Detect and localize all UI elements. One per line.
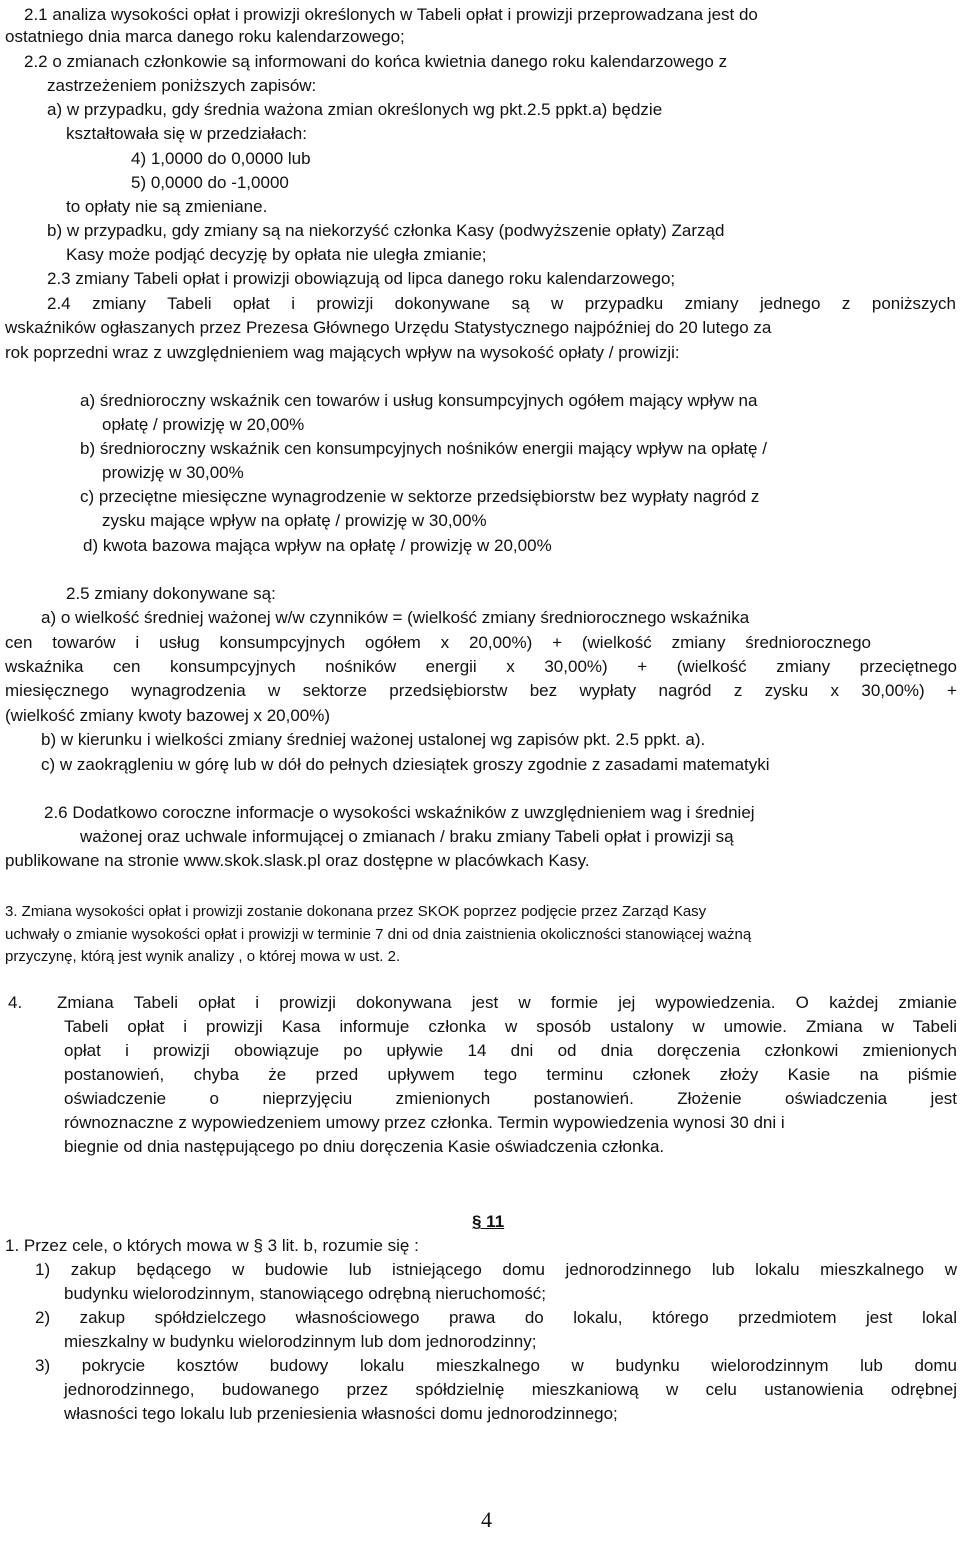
section-11-item-2-line-1: 2) zakup spółdzielczego własnościowego prawa do lokalu, którego przedmiotem jest lokal — [35, 1308, 957, 1327]
indicator-b-line-2: prowizję w 30,00% — [102, 463, 244, 482]
section-11-item-1-line-2: budynku wielorodzinnym, stanowiącego odrębną nieruchomość; — [64, 1284, 546, 1303]
para-4-line-4: postanowień, chyba że przed upływem tego terminu członek złoży Kasie na piśmie — [64, 1065, 957, 1084]
page-number: 4 — [481, 1507, 492, 1532]
para-2-5-a-line-4: miesięcznego wynagrodzenia w sektorze przedsiębiorstw bez wypłaty nagród z zysku x 30,00%) + — [5, 681, 957, 700]
para-2-2-line-1: 2.2 o zmianach członkowie są informowani do końca kwietnia danego roku kalendarzowego z — [24, 52, 728, 71]
para-2-3: 2.3 zmiany Tabeli opłat i prowizji obowiązują od lipca danego roku kalendarzowego; — [47, 269, 676, 288]
para-4-number: 4. — [8, 993, 23, 1012]
para-4-line-6: równoznaczne z wypowiedzeniem umowy przez członka. Termin wypowiedzenia wynosi 30 dni i — [64, 1113, 785, 1132]
para-3-line-2: uchwały o zmianie wysokości opłat i prowizji w terminie 7 dni od dnia zaistnienia okoliczności stanowiącej ważną — [5, 926, 752, 943]
para-2-2-a-line-1: a) w przypadku, gdy średnia ważona zmian określonych wg pkt.2.5 ppkt.a) będzie — [47, 100, 663, 119]
section-11-item-3-line-1: 3) pokrycie kosztów budowy lokalu mieszkalnego w budynku wielorodzinnym lub domu — [35, 1356, 957, 1375]
indicator-a-line-2: opłatę / prowizję w 20,00% — [102, 415, 305, 434]
para-3-line-3: przyczynę, którą jest wynik analizy , o której mowa w ust. 2. — [5, 948, 401, 965]
section-11-item-3-line-3: własności tego lokalu lub przeniesienia własności domu jednorodzinnego; — [64, 1404, 618, 1423]
para-2-1-line-2: ostatniego dnia marca danego roku kalendarzowego; — [5, 27, 405, 46]
para-2-5-c: c) w zaokrągleniu w górę lub w dół do pełnych dziesiątek groszy zgodnie z zasadami matematyki — [41, 755, 770, 774]
para-2-5-heading: 2.5 zmiany dokonywane są: — [66, 584, 276, 603]
para-2-5-a-line-1: a) o wielkość średniej ważonej w/w czynników = (wielkość zmiany średniorocznego wskaźnika — [41, 608, 750, 627]
para-2-5-a-line-3: wskaźnika cen konsumpcyjnych nośników energii x 30,00%) + (wielkość zmiany przeciętnego — [5, 657, 957, 676]
para-2-2-b-line-1: b) w przypadku, gdy zmiany są na niekorzyść członka Kasy (podwyższenie opłaty) Zarząd — [47, 221, 725, 240]
para-2-2-a-line-3: to opłaty nie są zmieniane. — [66, 197, 268, 216]
range-item-4: 4) 1,0000 do 0,0000 lub — [131, 149, 311, 168]
para-4-line-3: opłat i prowizji obowiązuje po upływie 14 dni od dnia doręczenia członkowi zmienionych — [64, 1041, 957, 1060]
para-2-2-line-2: zastrzeżeniem poniższych zapisów: — [47, 76, 317, 95]
section-11-item-1-line-1: 1) zakup będącego w budowie lub istniejącego domu jednorodzinnego lub lokalu mieszkalnego w — [35, 1260, 957, 1279]
para-2-1-line-1: 2.1 analiza wysokości opłat i prowizji określonych w Tabeli opłat i prowizji przeprowadzana jest do — [24, 5, 758, 24]
para-2-2-a-line-2: kształtowała się w przedziałach: — [66, 124, 307, 143]
para-4-line-5: oświadczenie o nieprzyjęciu zmienionych postanowień. Złożenie oświadczenia jest — [64, 1089, 957, 1108]
section-11-intro: 1. Przez cele, o których mowa w § 3 lit. b, rozumie się : — [5, 1236, 419, 1255]
para-4-line-2: Tabeli opłat i prowizji Kasa informuje członka w sposób ustalony w umowie. Zmiana w Tabeli — [64, 1017, 957, 1036]
indicator-a-line-1: a) średnioroczny wskaźnik cen towarów i usług konsumpcyjnych ogółem mający wpływ na — [80, 391, 758, 410]
section-heading: § 11 — [472, 1212, 505, 1231]
para-2-6-line-1: 2.6 Dodatkowo coroczne informacje o wysokości wskaźników z uwzględnieniem wag i średniej — [44, 803, 755, 822]
para-2-6-line-2: ważonej oraz uchwale informującej o zmianach / braku zmiany Tabeli opłat i prowizji są — [80, 827, 734, 846]
para-2-4-line-1: 2.4 zmiany Tabeli opłat i prowizji dokonywane są w przypadku zmiany jednego z poniższych — [47, 294, 956, 313]
para-2-6-line-3: publikowane na stronie www.skok.slask.pl oraz dostępne w placówkach Kasy. — [5, 851, 590, 870]
para-2-4-line-3: rok poprzedni wraz z uwzględnieniem wag mających wpływ na wysokość opłaty / prowizji: — [5, 343, 680, 362]
indicator-b-line-1: b) średnioroczny wskaźnik cen konsumpcyjnych nośników energii mający wpływ na opłatę / — [80, 439, 767, 458]
section-11-item-3-line-2: jednorodzinnego, budowanego przez spółdzielnię mieszkaniową w celu ustanowienia odrębnej — [64, 1380, 957, 1399]
section-11-item-2-line-2: mieszkalny w budynku wielorodzinnym lub dom jednorodzinny; — [64, 1332, 537, 1351]
indicator-c-line-2: zysku mające wpływ na opłatę / prowizję w 30,00% — [102, 511, 487, 530]
range-item-5: 5) 0,0000 do -1,0000 — [131, 173, 289, 192]
indicator-c-line-1: c) przeciętne miesięczne wynagrodzenie w sektorze przedsiębiorstw bez wypłaty nagród z — [80, 487, 760, 506]
para-2-5-a-line-5: (wielkość zmiany kwoty bazowej x 20,00%) — [5, 706, 331, 725]
para-3-line-1: 3. Zmiana wysokości opłat i prowizji zostanie dokonana przez SKOK poprzez podjęcie przez Zarząd Kasy — [5, 903, 707, 920]
para-2-2-b-line-2: Kasy może podjąć decyzję by opłata nie uległa zmianie; — [66, 245, 487, 264]
para-2-5-b: b) w kierunku i wielkości zmiany średniej ważonej ustalonej wg zapisów pkt. 2.5 ppkt. a). — [41, 730, 706, 749]
para-2-5-a-line-2: cen towarów i usług konsumpcyjnych ogółem x 20,00%) + (wielkość zmiany średniorocznego — [5, 633, 871, 652]
para-2-4-line-2: wskaźników ogłaszanych przez Prezesa Głównego Urzędu Statystycznego najpóźniej do 20 lutego za — [5, 318, 772, 337]
para-4-line-1: Zmiana Tabeli opłat i prowizji dokonywana jest w formie jej wypowiedzenia. O każdej zmianie — [57, 993, 957, 1012]
indicator-d: d) kwota bazowa mająca wpływ na opłatę / prowizję w 20,00% — [83, 536, 552, 555]
para-4-line-7: biegnie od dnia następującego po dniu doręczenia Kasie oświadczenia członka. — [64, 1137, 665, 1156]
